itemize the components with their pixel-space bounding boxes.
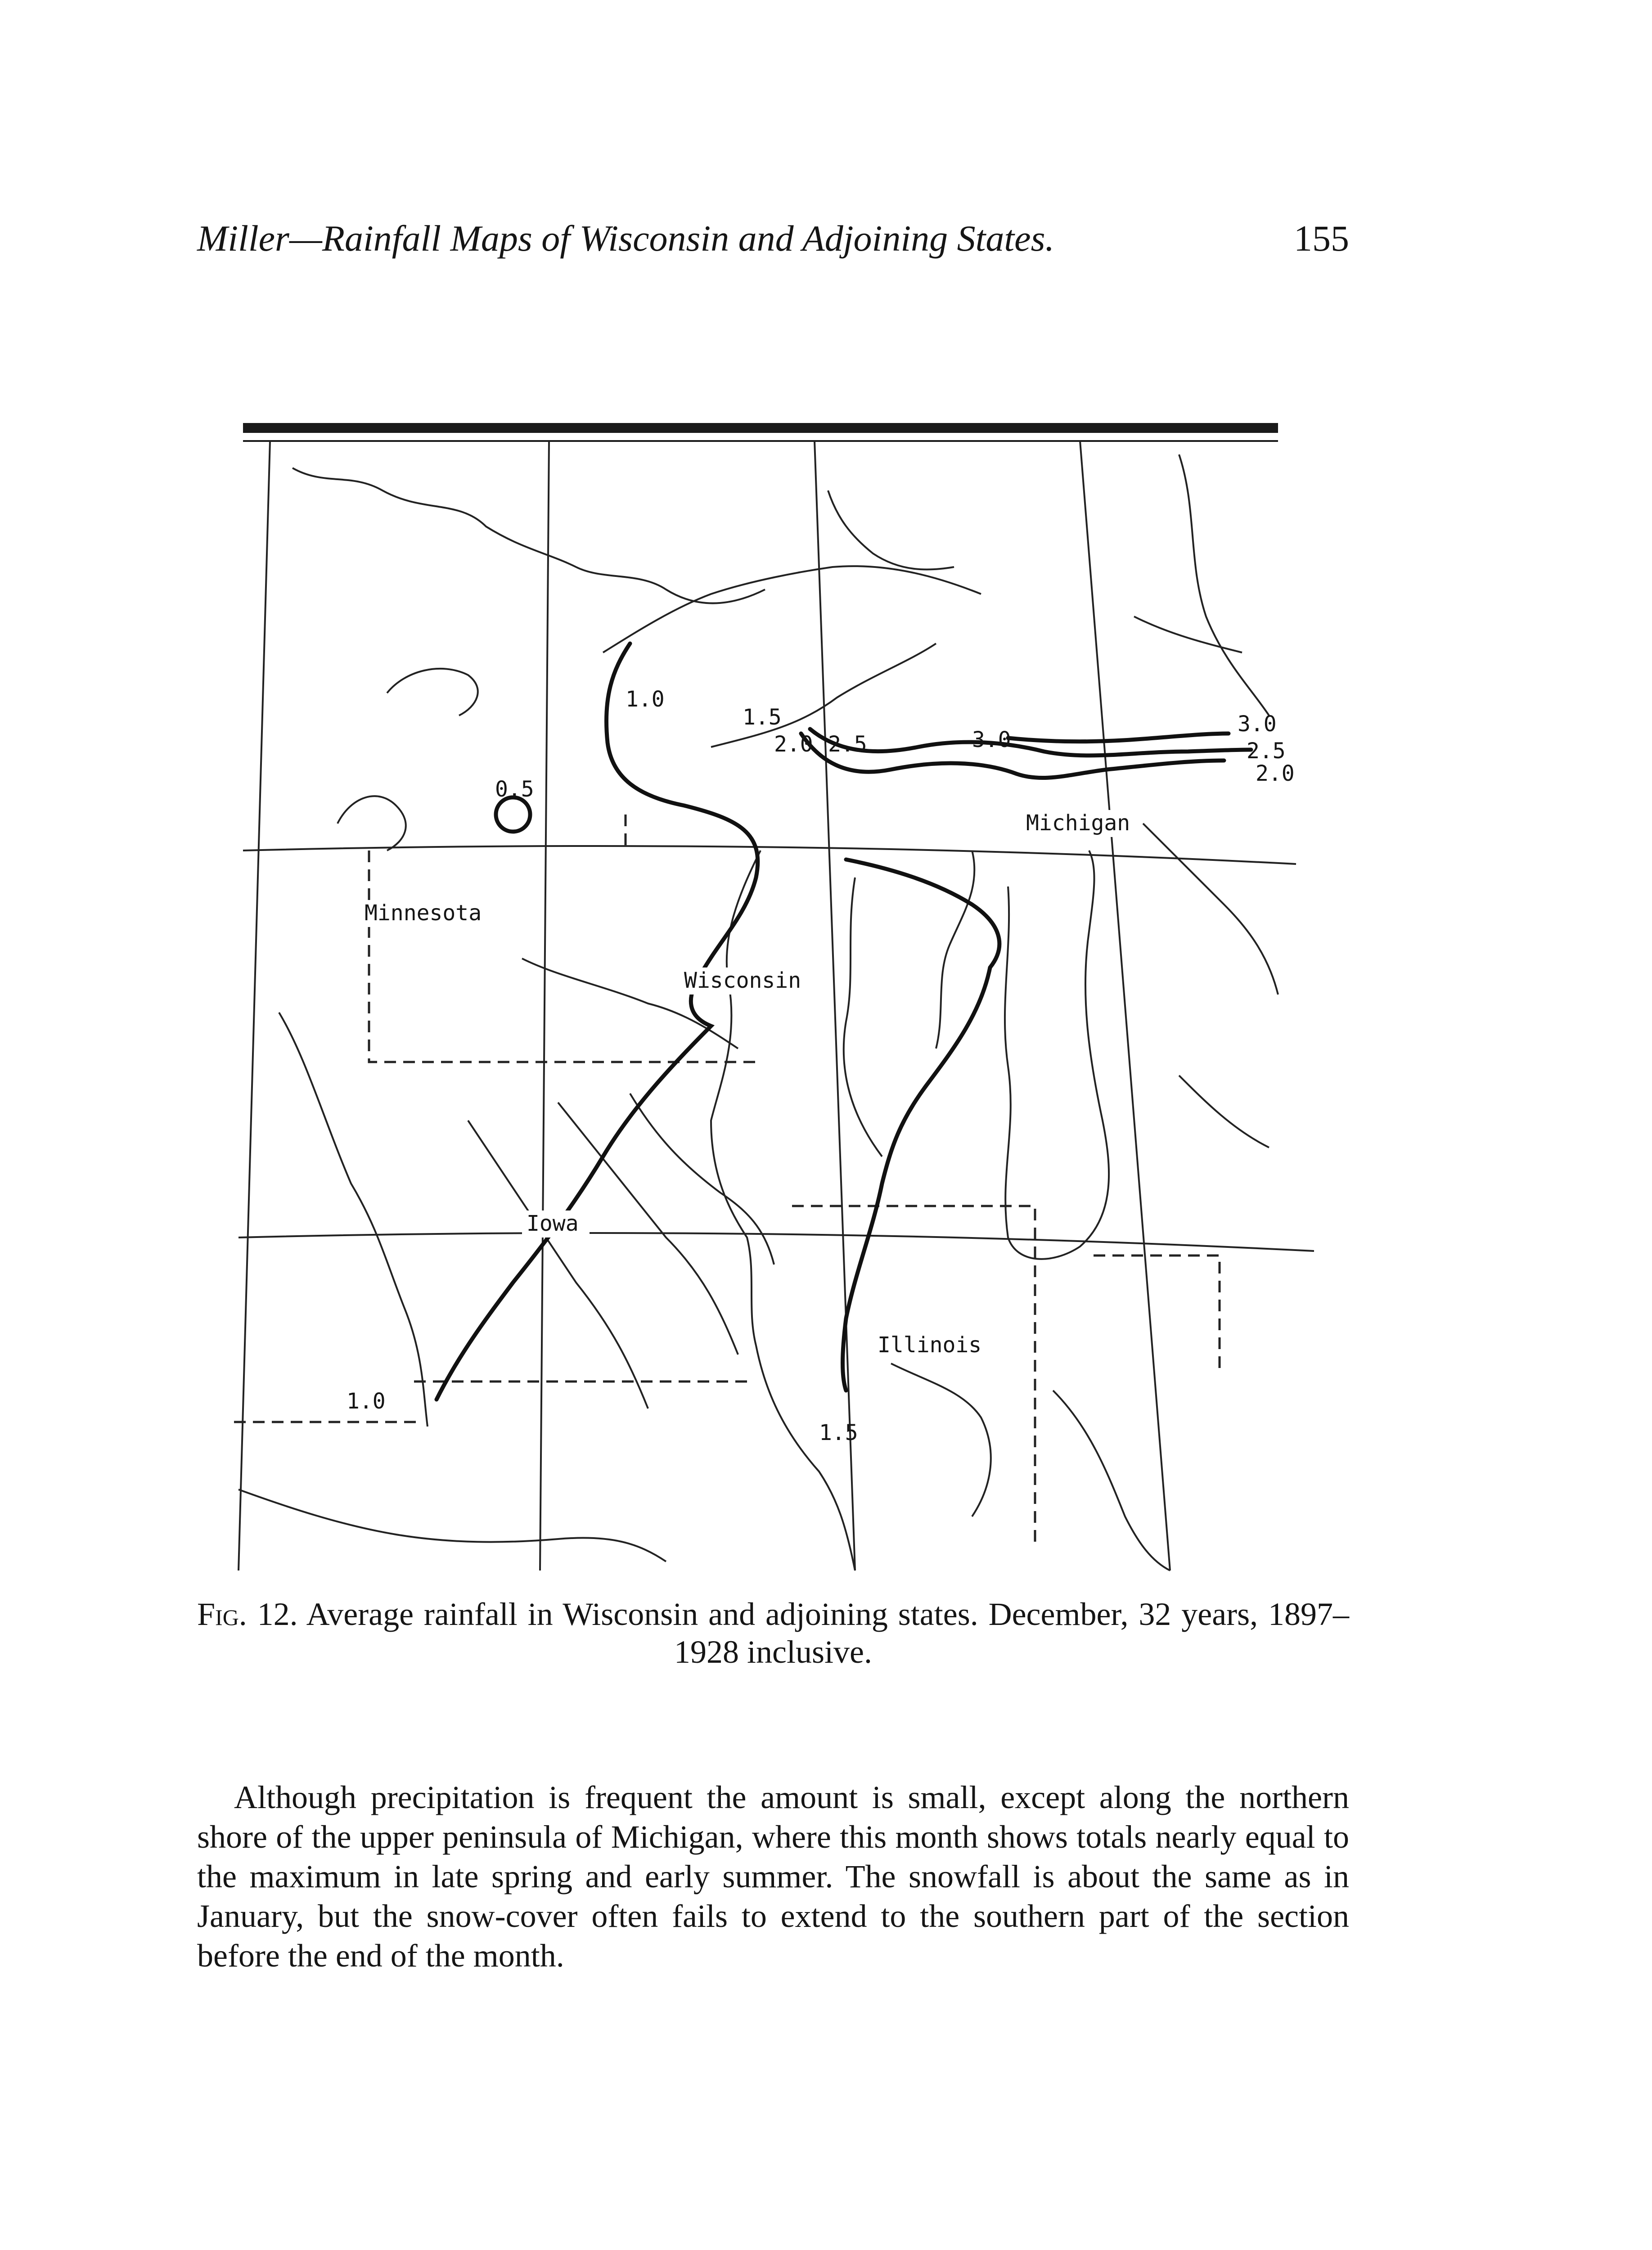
mississippi-river-west [279,1012,428,1426]
isohyet-label: 1.0 [626,687,665,712]
wisconsin-river [844,878,882,1156]
isohyet-label: 3.0 [972,727,1011,752]
isohyet-label: 1.0 [347,1389,386,1414]
ontario-shore [1179,454,1269,716]
isohyet-label: 3.0 [1238,711,1277,737]
isohyet-lines [437,644,1251,1400]
lake-superior-north-shore [293,468,765,603]
map-top-border [243,423,1278,433]
ontario-shore-2 [1134,616,1242,652]
meridian-line [540,441,549,1570]
figure-caption [197,1595,1349,1671]
state-boundary [369,850,761,1062]
rainfall-map-figure [234,418,1314,1588]
isohyet-label: 2.5 [828,732,867,757]
north-shore-river [828,490,954,570]
eastern-river [1053,1390,1170,1570]
lake-michigan-shore [1005,850,1109,1259]
running-header [197,212,1349,266]
parallel-line [243,846,1296,864]
illinois-river [891,1364,991,1516]
isohyet-label: 2.0 [774,732,813,757]
state-boundary [1094,1256,1220,1372]
northern-lake-small [338,796,406,850]
isohyet-label: 2.0 [1256,761,1295,786]
lake-superior-south-shore [603,566,981,652]
page-number: 155 [1294,218,1349,259]
southern-river [239,1490,666,1562]
green-bay-shore [936,850,974,1048]
isohyet-1.0 [437,644,758,1400]
body-paragraph: Although precipitation is frequent the amount is small, except along the northern shore of the upper peninsula of Michigan, where this month shows totals nearly equal to the maximum in late spring and early summer. The snowfall is about the same as in January, but the snow-cover often fails to extend to the southern part of the section before the end of the month. [197,1779,1349,1974]
isohyet-label: 1.5 [743,705,782,730]
state-label-iowa: Iowa [527,1211,579,1236]
rivers-and-coasts [239,454,1278,1570]
state-label-illinois: Illinois [878,1332,982,1358]
running-title: Miller—Rainfall Maps of Wisconsin and Adjoining States. [197,218,1054,259]
iowa-river-1 [630,1094,774,1264]
meridian-line [1080,441,1170,1570]
meridian-line [239,441,270,1570]
figure-caption-text: Average rainfall in Wisconsin and adjoining states. December, 32 years, 1897–1928 inclusive. [306,1596,1349,1670]
isohyet-0.5 [496,797,530,832]
isohyet-2.5 [810,729,1251,756]
isohyet-label: 1.5 [819,1420,858,1445]
michigan-river-1 [1143,824,1278,994]
isohyet-label: 0.5 [495,777,534,802]
isohyet-lake-michigan [846,860,999,968]
figure-label: Fig. 12. [197,1596,298,1632]
isohyet-3.0 [1008,734,1229,742]
parallel-line [239,1233,1314,1251]
state-label-michigan: Michigan [1026,810,1130,836]
isohyet-label: 2.5 [1247,738,1286,764]
isohyet-labels [347,687,1295,1445]
northern-lake [387,669,478,716]
isohyet-1.5 [843,968,990,1390]
rainfall-map [234,418,1314,1588]
state-label-minnesota: Minnesota [365,900,482,926]
michigan-river-2 [1179,1076,1269,1148]
state-label-wisconsin: Wisconsin [684,968,801,993]
iowa-river-3 [468,1120,648,1408]
